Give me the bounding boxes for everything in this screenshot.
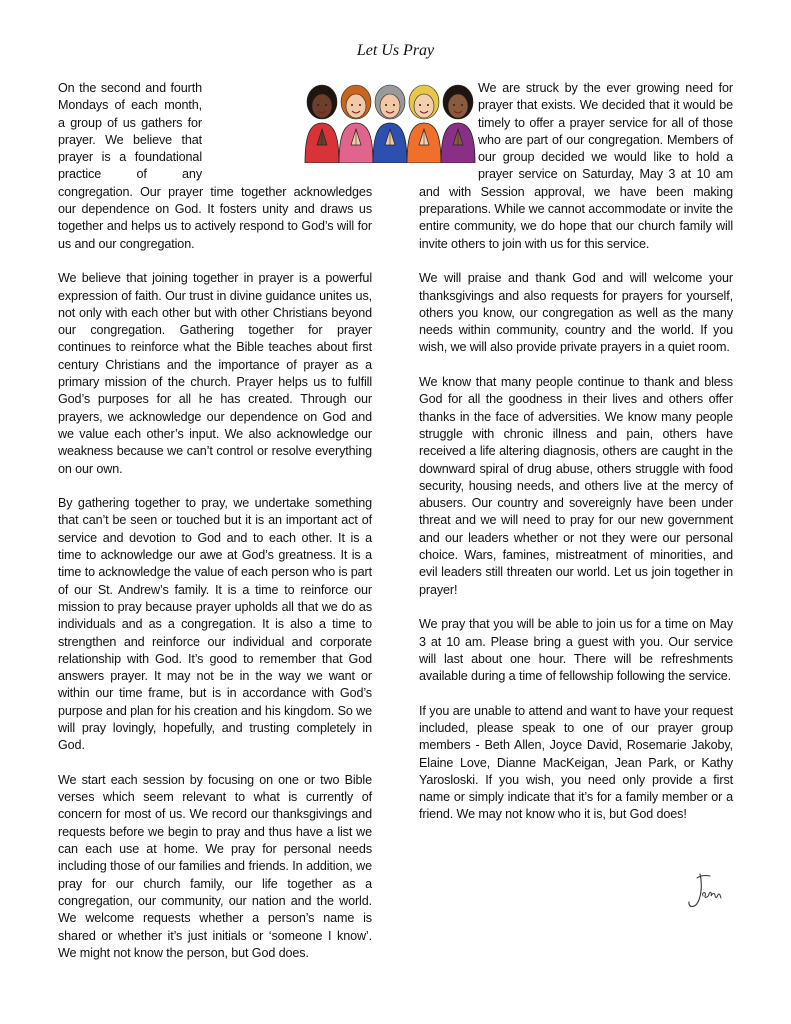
paragraph: We believe that joining together in prayer is a powerful expression of faith. Our trust in divine guidance unites us, not only with each other but with other Christians beyond our congregation. Gathering together for prayer continues to reinforce what the Bible teaches about first century Christians and the importance of prayer as a primary mission of the church. Prayer helps us to fulfill God’s purposes for all he has created. Through our prayers, we acknowledge our dependence on God and we value each other’s input. We also acknowledge our weakness because we can’t control or resolve everything on our own. bbox=[58, 271, 372, 476]
paragraph: On the second and fourth Mondays of each month, a group of us gathers for prayer. We believe that prayer is a foundational practice of any congregation. Our prayer time together acknowledges our dependence on God. It fosters unity and draws us together and helps us to actively respond to God’s will for us and our congregation. bbox=[58, 81, 372, 251]
praying-women-illustration-icon bbox=[302, 77, 477, 163]
paragraph: We pray that you will be able to join us for a time on May 3 at 10 am. Please bring a guest with you. Our service will last about one hour. There will be refreshments available during a time of fellowship following the service. bbox=[419, 617, 733, 684]
signature-icon bbox=[682, 870, 726, 912]
page-title: Let Us Pray bbox=[356, 42, 435, 59]
paragraph: We will praise and thank God and will welcome your thanksgivings and also requests for prayers for yourself, others you know, our congregation as well as the many needs within community, country and the world. If you wish, we will also provide private prayers in a quiet room. bbox=[419, 271, 733, 355]
paragraph: We are struck by the ever growing need for prayer that exists. We decided that it would be timely to offer a prayer service for all of those who are part of our congregation. Members of our group decided we would like to hold a prayer service on Saturday, May 3 at 10 am and with Session approval, we have been making preparations. While we cannot accommodate or invite the entire community, we do hope that our church family will invite others to join with us for this service. bbox=[419, 81, 734, 251]
paragraph: By gathering together to pray, we undertake something that can’t be seen or touched but it is an important act of service and devotion to God and to each other. It is a time to acknowledge our awe at God’s greatness. It is a time to acknowledge the value of each person who is part of our St. Andrew’s family. It is a time to reinforce our mission to pray because prayer upholds all that we do as individuals and as a congregation. It is also a time to strengthen and reinforce our individual and corporate relationship with God. It’s good to remember that God answers prayer. It may not be in the way we want or within our time frame, but is in accordance with God’s purpose and plan for his creation and his kingdom. So we will pray lovingly, hopefully, and trusting completely in God. bbox=[58, 496, 372, 753]
paragraph: We start each session by focusing on one or two Bible verses which seem relevant to what is currently of concern for most of us. We record our thanksgivings and requests before we begin to pray and thus have a list we can each use at home. We pray for personal needs including those of our families and friends. In addition, we pray for our church family, our life together as a congregation, our community, our nation and the world. We welcome requests whether a person’s name is shared or whether it’s just initials or ‘someone I know’. We might not know the person, but God does. bbox=[58, 772, 372, 960]
right-column bbox=[419, 80, 733, 841]
paragraph: We know that many people continue to thank and bless God for all the goodness in their lives and others offer thanks in the face of adversities. We know many people struggle with chronic illness and pain, others have received a life altering diagnosis, others are caught in the downward spiral of drug abuse, others struggle with food security, housing needs, and others live at the mercy of abusers. Our country and sovereignly have been under threat and we will need to pray for our new government and our leaders whether or not they were our personal choice. Wars, famines, mistreatment of minorities, and evil leaders still threaten our world. Let us join together in prayer! bbox=[419, 375, 733, 597]
left-column bbox=[58, 80, 372, 979]
paragraph: If you are unable to attend and want to have your request included, please speak to one of our prayer group members - Beth Allen, Joyce David, Rosemarie Jakoby, Elaine Love, Dianne MacKeigan, Jean Park, or Kathy Yarosloski. If you wish, you need only provide a first name or simply indicate that it’s for a family member or a friend. We may not know who it is, but God does! bbox=[419, 703, 733, 822]
